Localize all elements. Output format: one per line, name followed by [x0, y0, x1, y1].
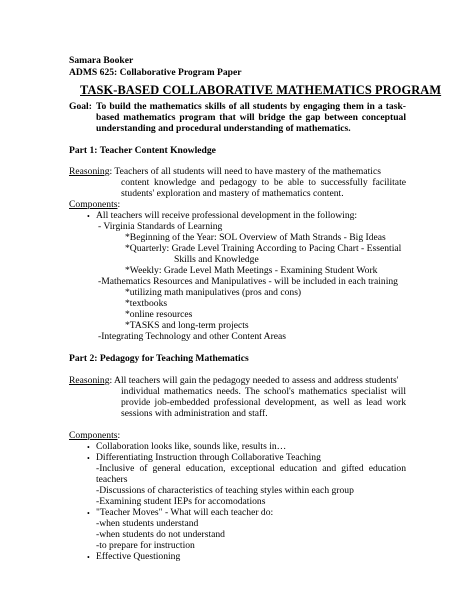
bullet-icon: • [87, 454, 90, 463]
part2-bullet: "Teacher Moves" - What will each teacher do: [96, 507, 274, 518]
part1-item: *utilizing math manipulatives (pros and cons) [125, 287, 302, 298]
bullet-icon: • [87, 509, 90, 518]
part1-reasoning [69, 166, 381, 177]
part1-item: - Virginia Standards of Learning [98, 221, 223, 232]
part1-item: *Weekly: Grade Level Math Meetings - Examining Student Work [125, 265, 378, 276]
course-line: ADMS 625: Collaborative Program Paper [69, 67, 242, 78]
part2-reasoning-line4: sessions with administration and staff. [121, 408, 268, 419]
part1-item: *Beginning of the Year: SOL Overview of Math Strands - Big Ideas [125, 232, 386, 243]
part1-item: -Integrating Technology and other Content Areas [98, 331, 287, 342]
part2-reasoning-line1: : All teachers will gain the pedagogy needed to assess and address students' [109, 375, 399, 386]
part2-reasoning-line2: individual mathematics needs. The school's mathematics specialist will [121, 386, 406, 397]
part2-heading: Part 2: Pedagogy for Teaching Mathematics [69, 353, 249, 364]
part1-item: *textbooks [125, 298, 168, 309]
part1-reasoning-line1: : Teachers of all students will need to have mastery of the mathematics [109, 166, 381, 177]
part2-components-text: Components [69, 430, 118, 441]
part1-reasoning-label: Reasoning [69, 166, 110, 177]
part1-components-label [69, 199, 120, 210]
part1-reasoning-line3: students' exploration and mastery of mathematics content. [121, 188, 344, 199]
part1-components-colon: : [117, 199, 121, 210]
goal-line-3: understanding and procedural understanding of mathematics. [96, 123, 351, 134]
goal-label: Goal: [69, 101, 92, 112]
part2-components-label [69, 430, 120, 441]
goal-line-1: To build the mathematics skills of all students by engaging them in a task- [96, 101, 406, 112]
author-name: Samara Booker [69, 55, 134, 66]
bullet-icon: • [87, 443, 90, 452]
document-title: TASK-BASED COLLABORATIVE MATHEMATICS PROGRAM [80, 83, 442, 97]
part1-item: Skills and Knowledge [174, 254, 259, 265]
part2-reasoning [69, 375, 398, 386]
part1-components-text: Components [69, 199, 118, 210]
part2-diff-item: -Discussions of characteristics of teaching styles within each group [96, 485, 354, 496]
part2-diff-item: -Inclusive of general education, exceptional education and gifted education [96, 463, 406, 474]
goal-line-2: based mathematics program that will bridge the gap between conceptual [96, 112, 406, 123]
part2-bullet: Collaboration looks like, sounds like, results in… [96, 441, 287, 452]
part2-reasoning-line3: provide job-embedded professional development, as well as lead work [121, 397, 406, 408]
bullet-icon: • [87, 553, 90, 562]
part1-reasoning-line2: content knowledge and pedagogy to be able to successfully facilitate [121, 177, 406, 188]
bullet-icon: • [87, 212, 90, 221]
part1-item: *TASKS and long-term projects [125, 320, 249, 331]
part2-components-colon: : [117, 430, 121, 441]
part2-moves-item: -when students understand [96, 518, 199, 529]
part2-reasoning-label: Reasoning [69, 375, 110, 386]
part2-moves-item: -to prepare for instruction [96, 540, 195, 551]
part1-item: -Mathematics Resources and Manipulatives - will be included in each training [98, 276, 398, 287]
part2-bullet: Effective Questioning [96, 551, 181, 562]
part1-item: *Quarterly: Grade Level Training According to Pacing Chart - Essential [125, 243, 402, 254]
part1-item: *online resources [125, 309, 193, 320]
part1-heading: Part 1: Teacher Content Knowledge [69, 145, 216, 156]
part2-diff-item: -Examining student IEPs for accomodations [96, 496, 266, 507]
part2-diff-item: teachers [96, 474, 128, 485]
part2-moves-item: -when students do not understand [96, 529, 225, 540]
part2-bullet: Differentiating Instruction through Collaborative Teaching [96, 452, 321, 463]
part1-bullet-1: All teachers will receive professional development in the following: [96, 210, 358, 221]
